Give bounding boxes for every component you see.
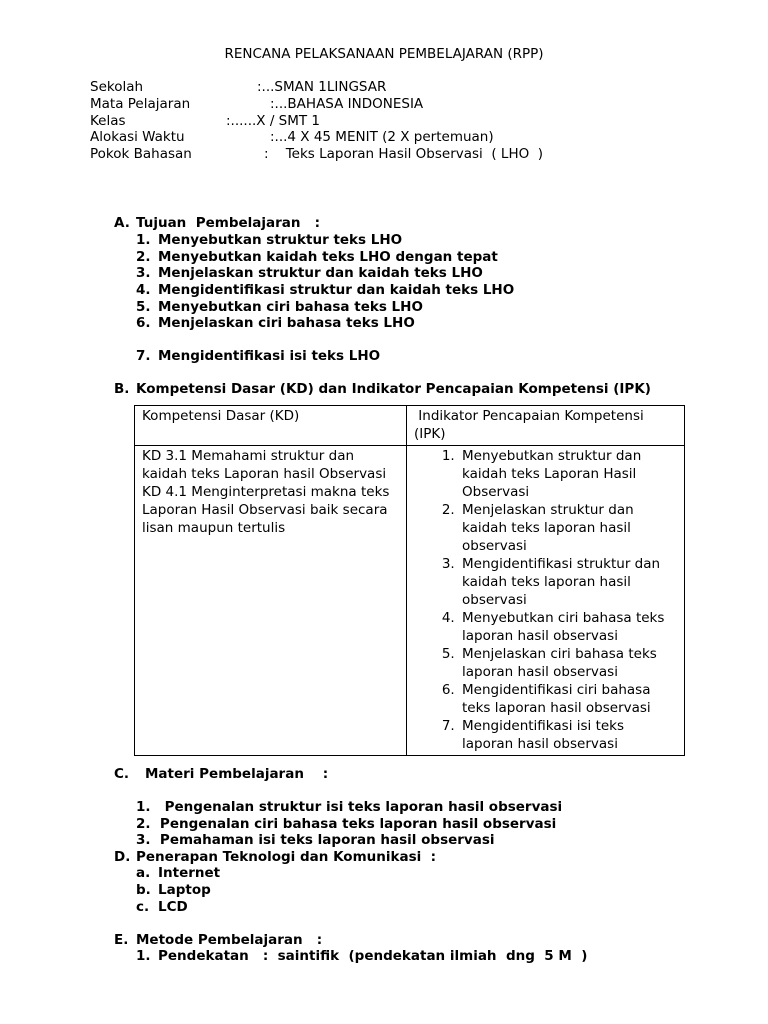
metode-item-1: Pendekatan : saintifik (pendekatan ilmiah dng 5 M ) (158, 948, 588, 964)
materi-item-2: 2. Pengenalan ciri bahasa teks laporan hasil observasi (136, 816, 557, 832)
table-header-row (135, 406, 685, 446)
ipk-item: 3. Mengidentifikasi struktur dan kaidah teks laporan hasil observasi (459, 555, 677, 609)
info-value-kelas: :......X / SMT 1 (226, 113, 321, 129)
section-b-marker: B. (114, 381, 130, 397)
kd-cell: KD 3.1 Memahami struktur dan kaidah teks Laporan hasil Observasi KD 4.1 Menginterpretasi makna teks Laporan Hasil Observasi baik secara lisan maupun tertulis (135, 446, 407, 756)
tujuan-item-4: Mengidentifikasi struktur dan kaidah teks LHO (158, 282, 515, 298)
materi-item-1: 1. Pengenalan struktur isi teks laporan hasil observasi (136, 799, 563, 815)
ipk-item: 7. Mengidentifikasi isi teks laporan hasil observasi (459, 717, 677, 753)
ipk-item: 5. Menjelaskan ciri bahasa teks laporan hasil observasi (459, 645, 677, 681)
ipk-item: 2. Menjelaskan struktur dan kaidah teks laporan hasil observasi (459, 501, 677, 555)
section-c-marker: C. (114, 766, 130, 782)
info-value-sekolah: :...SMAN 1LINGSAR (257, 79, 387, 95)
kd-column-header: Kompetensi Dasar (KD) (135, 406, 407, 446)
section-b-heading: Kompetensi Dasar (KD) dan Indikator Pencapaian Kompetensi (IPK) (136, 381, 651, 397)
section-e-heading: Metode Pembelajaran : (136, 932, 323, 948)
info-value-alokasi-waktu: :...4 X 45 MENIT (2 X pertemuan) (270, 129, 494, 145)
kd-ipk-table (134, 405, 685, 756)
document-title: RENCANA PELAKSANAAN PEMBELAJARAN (RPP) (224, 46, 544, 62)
section-c-heading: Materi Pembelajaran : (145, 766, 329, 782)
ipk-item: 6. Mengidentifikasi ciri bahasa teks laporan hasil observasi (459, 681, 677, 717)
info-label-sekolah: Sekolah (90, 79, 144, 95)
list-item-marker: c. (136, 899, 150, 915)
table-row (135, 446, 685, 756)
list-item-number: 4. (136, 282, 151, 298)
list-item-number: 6. (136, 315, 151, 331)
section-d-marker: D. (114, 849, 131, 865)
list-item-number: 1. (136, 232, 151, 248)
tujuan-item-6: Menjelaskan ciri bahasa teks LHO (158, 315, 415, 331)
list-item-number: 7. (136, 348, 151, 364)
ipk-item: 1. Menyebutkan struktur dan kaidah teks Laporan Hasil Observasi (459, 447, 677, 501)
materi-item-3: 3. Pemahaman isi teks laporan hasil observasi (136, 832, 495, 848)
teknologi-item-laptop: Laptop (158, 882, 211, 898)
tujuan-item-3: Menjelaskan struktur dan kaidah teks LHO (158, 265, 483, 281)
list-item-marker: a. (136, 865, 151, 881)
tujuan-item-1: Menyebutkan struktur teks LHO (158, 232, 403, 248)
info-label-alokasi-waktu: Alokasi Waktu (90, 129, 185, 145)
info-value-pokok-bahasan: : Teks Laporan Hasil Observasi ( LHO ) (264, 146, 544, 162)
section-d-heading: Penerapan Teknologi dan Komunikasi : (136, 849, 437, 865)
ipk-column-header: Indikator Pencapaian Kompetensi (IPK) (407, 406, 685, 446)
ipk-cell (407, 446, 685, 756)
info-value-mata-pelajaran: :...BAHASA INDONESIA (270, 96, 424, 112)
info-label-mata-pelajaran: Mata Pelajaran (90, 96, 191, 112)
list-item-marker: b. (136, 882, 151, 898)
tujuan-item-2: Menyebutkan kaidah teks LHO dengan tepat (158, 249, 498, 265)
teknologi-item-internet: Internet (158, 865, 221, 881)
ipk-item: 4. Menyebutkan ciri bahasa teks laporan hasil observasi (459, 609, 677, 645)
section-a-marker: A. (114, 215, 130, 231)
list-item-marker: 1. (136, 948, 151, 964)
list-item-number: 5. (136, 299, 151, 315)
section-e-marker: E. (114, 932, 129, 948)
ipk-list (414, 447, 677, 753)
info-label-pokok-bahasan: Pokok Bahasan (90, 146, 192, 162)
section-a-heading: Tujuan Pembelajaran : (136, 215, 320, 231)
teknologi-item-lcd: LCD (158, 899, 188, 915)
tujuan-item-7: Mengidentifikasi isi teks LHO (158, 348, 381, 364)
info-label-kelas: Kelas (90, 113, 126, 129)
list-item-number: 3. (136, 265, 151, 281)
list-item-number: 2. (136, 249, 151, 265)
tujuan-item-5: Menyebutkan ciri bahasa teks LHO (158, 299, 423, 315)
